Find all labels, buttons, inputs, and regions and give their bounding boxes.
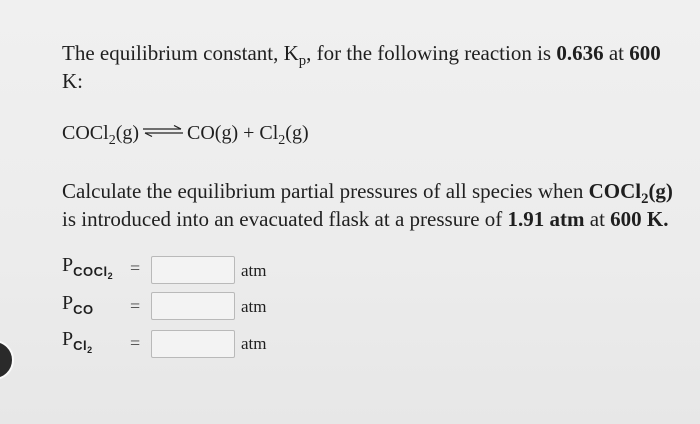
pcl2-label: $P_{Cl2}$ <box>62 328 93 355</box>
kp-value: 0.636 <box>556 41 604 65</box>
pco-label: $P_{CO}$ <box>62 292 94 317</box>
pcl2-unit: atm <box>241 334 267 353</box>
problem-intro-line2: K: <box>62 69 83 93</box>
pcl2-input[interactable] <box>151 330 235 358</box>
pco-input[interactable] <box>151 292 235 320</box>
equilibrium-arrow-icon <box>141 125 185 137</box>
pcocl2-label: $P_{COCl2}$ <box>62 254 114 281</box>
initial-pressure-value: 1.91 atm <box>507 207 585 231</box>
temperature-value: 600 <box>629 41 661 65</box>
pcocl2-unit: atm <box>241 261 267 280</box>
equals-sign: = <box>130 258 141 278</box>
equals-sign: = <box>130 333 141 353</box>
problem-intro-line1: The equilibrium constant, $K_p$, for the following reaction is 0.636 at 600 <box>62 41 661 70</box>
pco-unit: atm <box>241 297 267 316</box>
problem-task-line2: is introduced into an evacuated flask at a pressure of 1.91 atm at 600 K. <box>62 207 669 231</box>
side-navigation-circle-icon[interactable] <box>0 340 14 380</box>
problem-task-line1: Calculate the equilibrium partial pressures of all species when COCl$_2$(g) <box>62 179 673 208</box>
equals-sign: = <box>130 296 141 316</box>
reaction-equation: COCl$_2$(g) $CO(g) + Cl_2(g)$ <box>62 122 309 148</box>
pcocl2-input[interactable] <box>151 256 235 284</box>
